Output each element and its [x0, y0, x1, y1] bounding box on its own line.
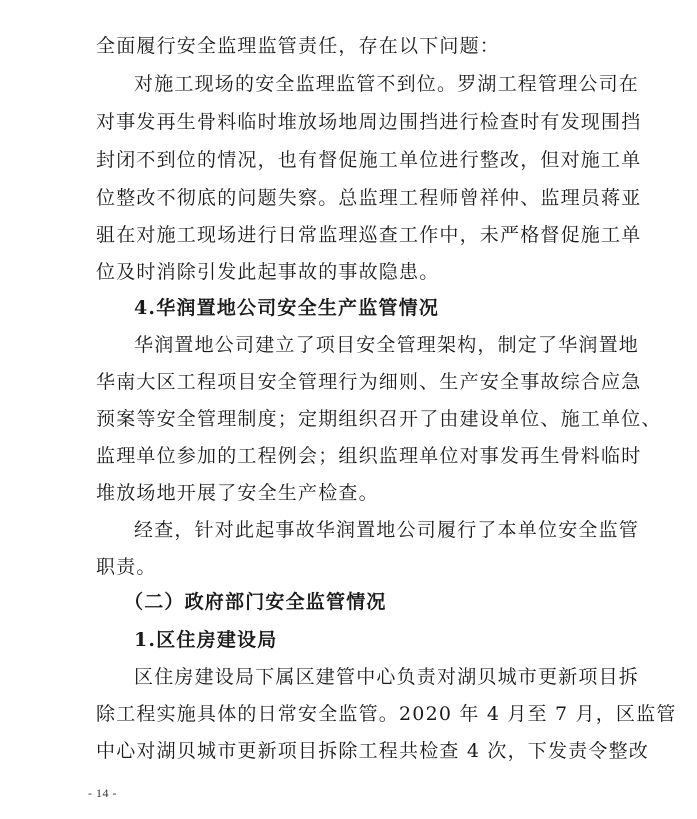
text-line: 全面履行安全监理监管责任，存在以下问题： [96, 35, 501, 57]
text-line: 预案等安全管理制度；定期组织召开了由建设单位、施工单位、 [96, 408, 662, 430]
text-line: 驵在对施工现场进行日常监理巡查工作中，未严格督促施工单 [96, 224, 642, 246]
text-line: 中心对湖贝城市更新项目拆除工程共检查 4 次，下发责令整改 [96, 740, 649, 762]
text-line: 经查，针对此起事故华润置地公司履行了本单位安全监管 [134, 519, 640, 541]
text-line: 对事发再生骨料临时堆放场地周边围挡进行检查时有发现围挡 [96, 111, 642, 133]
text-line: 华润置地公司建立了项目安全管理架构，制定了华润置地 [134, 334, 640, 356]
page-number: - 14 - [88, 786, 117, 800]
text-line: 监理单位参加的工程例会；组织监理单位对事发再生骨料临时 [96, 445, 642, 467]
text-line: 对施工现场的安全监理监管不到位。罗湖工程管理公司在 [134, 73, 640, 95]
text-line: 职责。 [96, 556, 157, 578]
section-heading: （二）政府部门安全监管情况 [124, 591, 387, 613]
text-line: 位及时消除引发此起事故的事故隐患。 [96, 261, 440, 283]
text-line: 华南大区工程项目安全管理行为细则、生产安全事故综合应急 [96, 371, 642, 393]
text-line: 封闭不到位的情况，也有督促施工单位进行整改，但对施工单 [96, 149, 642, 171]
subsection-heading: 1.区住房建设局 [134, 629, 278, 651]
section-heading: 4.华润置地公司安全生产监管情况 [134, 297, 440, 319]
text-line: 堆放场地开展了安全生产检查。 [96, 482, 379, 504]
text-line: 区住房建设局下属区建管中心负责对湖贝城市更新项目拆 [134, 666, 640, 688]
text-line: 位整改不彻底的问题失察。总监理工程师曾祥仲、监理员蒋亚 [96, 187, 642, 209]
text-line: 除工程实施具体的日常安全监管。2020 年 4 月至 7 月，区监管 [96, 703, 677, 725]
